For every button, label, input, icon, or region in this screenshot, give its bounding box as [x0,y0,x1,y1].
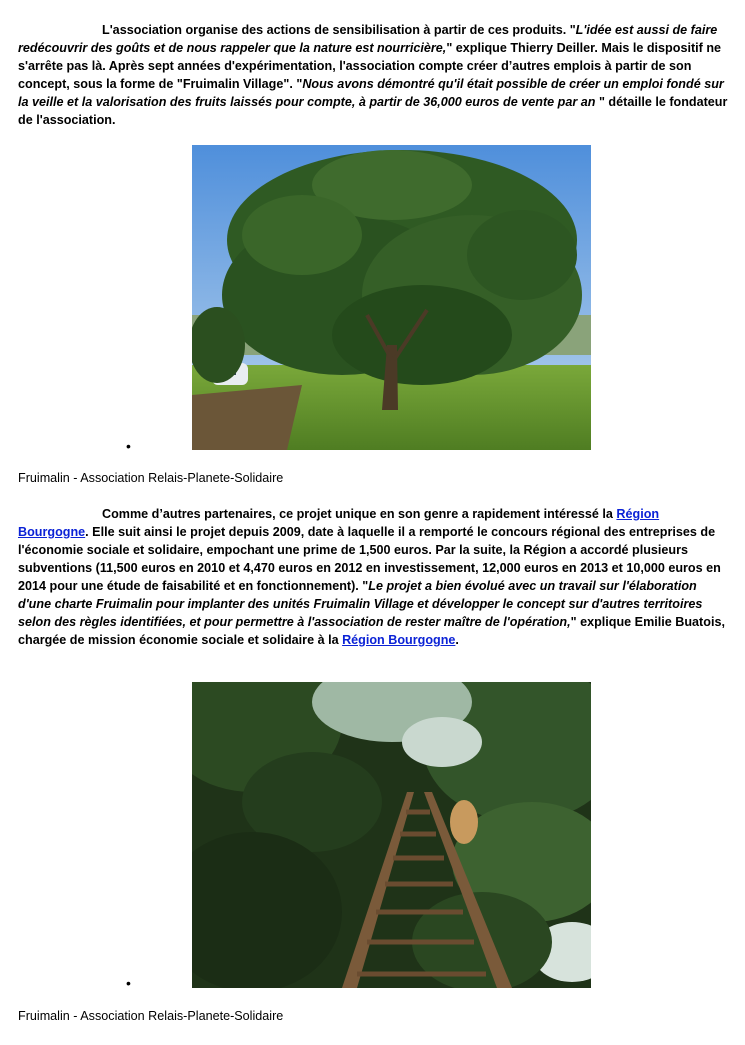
list-bullet: • [126,438,131,454]
intro-paragraph: L'association organise des actions de sensibilisation à partir de ces produits. "L'idée est aussi de faire redécouvrir des goûts et de nous rappeler que la nature est nourricière," explique Thierry Deiller. Mais le dispositif ne s'arrête pas là. Après sept années d'expérimentation, l'association compte créer d’autres emplois à partir de son concept, sous la forme de "Fruimalin Village". "Nous avons démontré qu'il était possible de créer un emploi fondé sur la veille et la valorisation des fruits laissés pour compte, à partir de 36,000 euros de vente par an " détaille le fondateur de l'association. [18,23,728,127]
quote-buatois: Le projet a bien évolué avec un travail sur l'élaboration d'une charte Fruimalin pour implanter des unités Fruimalin Village et développer le concept sur d'autres territoires selon des règles identifiées, et pour permettre à l'association de rester maître de l'opération, [18,579,703,629]
quote-village: Nous avons démontré qu'il était possible de créer un emploi fondé sur la veille et la valorisation des fruits laissés pour compte, à partir de 36,000 euros de vente par an [18,77,724,109]
quote-deiller: L'idée est aussi de faire redécouvrir des goûts et de nous rappeler que la nature est nourricière, [18,23,718,55]
photo-caption: Fruimalin - Association Relais-Planete-Solidaire [18,1009,284,1023]
cherry-tree-photo [192,145,591,450]
photo-caption: Fruimalin - Association Relais-Planete-Solidaire [18,471,284,485]
region-paragraph: Comme d’autres partenaires, ce projet unique en son genre a rapidement intéressé la Région Bourgogne. Elle suit ainsi le projet depuis 2009, date à laquelle il a remporté le concours régional des entreprises de l'économie sociale et solidaire, empochant une prime de 1,500 euros. Par la suite, la Région a accordé plusieurs subventions (11,500 euros en 2010 et 4,470 euros en 2012 en investissement, 12,000 euros en 2013 et 10,000 euros en 2014 pour une étude de faisabilité et en fonctionnement). "Le projet a bien évolué avec un travail sur l'élaboration d'une charte Fruimalin pour implanter des unités Fruimalin Village et développer le concept sur d'autres territoires selon des règles identifiées, et pour permettre à l'association de rester maître de l'opération," explique Emilie Buatois, chargée de mission économie sociale et solidaire à la Région Bourgogne. [18,507,725,647]
list-bullet: • [126,975,131,991]
region-bourgogne-link[interactable]: Région Bourgogne [342,633,456,647]
region-bourgogne-link[interactable]: Région Bourgogne [18,507,660,539]
ladder-in-tree-photo [192,682,591,988]
